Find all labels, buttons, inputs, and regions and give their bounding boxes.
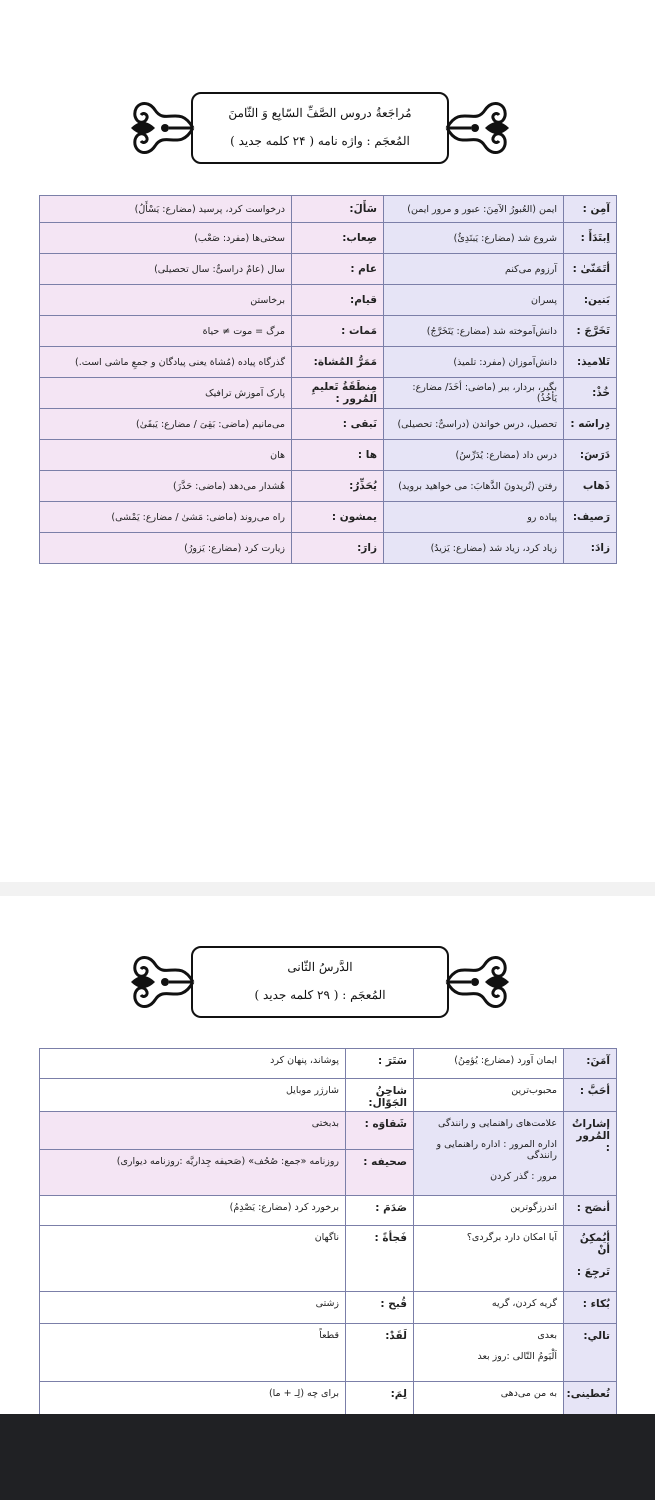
table-row: [40, 533, 617, 564]
page-title: مُراجَعةُ دروس الصَّفِّ السّابِع وَ الثّامنَ: [228, 106, 412, 120]
vocab-word: اِبتَدَأَ :: [564, 223, 617, 254]
vocab-meaning-line: اداره المرور : اداره راهنمایی و رانندگی: [436, 1139, 557, 1161]
vocab-meaning: زشتی: [40, 1292, 346, 1324]
vocab-word: دَرَسَ:: [564, 440, 617, 471]
vocab-meaning: ایمن (العُبورُ الآمِنَ: عبور و مرور ایمن): [384, 196, 564, 223]
vocab-word: أتَمَنّیٰ :: [564, 254, 617, 285]
vocab-word: ذَهاب: [564, 471, 617, 502]
vocab-word: [564, 1382, 617, 1415]
vocab-word: قيام:: [292, 285, 384, 316]
vocab-word-text: أنصَح :: [576, 1202, 610, 1214]
vocab-meaning: [414, 1292, 564, 1324]
vocab-meaning: زیاد کرد، زیاد شد (مضارع: یَزیدُ): [384, 533, 564, 564]
table-row: [40, 285, 617, 316]
vocab-word: [564, 1292, 617, 1324]
vocab-meaning: ناگهان: [40, 1226, 346, 1292]
vocab-word: بَنین:: [564, 285, 617, 316]
vocab-meaning: دانش‌آموزان (مفرد: تلمیذ): [384, 347, 564, 378]
table-row: [40, 502, 617, 533]
vocab-word: مِنطَقَةُ تَعلیمِ المُرور :: [292, 378, 384, 409]
vocab-meaning: پسران: [384, 285, 564, 316]
vocab-meaning: شروع شد (مضارع: یَبتَدِئُ): [384, 223, 564, 254]
vocab-word: آمِن :: [564, 196, 617, 223]
vocab-meaning-line: آیا امکان دارد برگردی؟: [466, 1232, 557, 1243]
vocab-word: [564, 1112, 617, 1196]
vocab-word-text: آمَنَ:: [586, 1055, 610, 1067]
vocab-word: شَقاوَه :: [346, 1112, 414, 1150]
vocab-word-text: بُکاء :: [582, 1298, 610, 1310]
vocab-meaning: تحصیل، درس خواندن (دراسیٌّ: تحصیلی): [384, 409, 564, 440]
vocab-word-text: إشاراتُ المُرور :: [571, 1118, 610, 1154]
vocab-word-text: تالي:: [583, 1330, 610, 1342]
vocab-meaning: روزنامه «جمع: صُحُف» (صَحیفه جِداریَّه :روزنامه دیواری): [40, 1150, 346, 1196]
title-box: [191, 946, 449, 1018]
table-row: [40, 471, 617, 502]
vocab-word: یمشون :: [292, 502, 384, 533]
vocab-meaning: برخورد کرد (مضارع: یَصْدِمُ): [40, 1196, 346, 1226]
vocab-meaning: دانش‌آموخته شد (مضارع: یَتَخَرَّجُ): [384, 316, 564, 347]
table-row: [40, 347, 617, 378]
vocab-meaning: می‌مانیم (ماضی: بَقِیَ / مضارع: یَبقَیٰ): [40, 409, 292, 440]
table-row: [40, 1196, 617, 1226]
vocab-meaning: مرگ = موت ≠ حیاة: [40, 316, 292, 347]
vocab-word: تَخَرَّجَ :: [564, 316, 617, 347]
vocab-meaning: برخاستن: [40, 285, 292, 316]
table-row: [40, 223, 617, 254]
vocab-word: نَبقی :: [292, 409, 384, 440]
vocab-meaning: سختی‌ها (مفرد: صَعْب): [40, 223, 292, 254]
vocab-word: رَصیف:: [564, 502, 617, 533]
table-row: [40, 1226, 617, 1292]
vocab-word-text: أحَبَّ :: [579, 1085, 610, 1097]
vocab-word: فَجأةً :: [346, 1226, 414, 1292]
vocab-meaning: [414, 1196, 564, 1226]
vocab-word: ها :: [292, 440, 384, 471]
vocab-meaning: درخواست کرد، پرسید (مضارع: یَسْأَلُ): [40, 196, 292, 223]
vocab-word: مَمَرُّ المُشاة:: [292, 347, 384, 378]
table-row: [40, 440, 617, 471]
title-frame: [125, 946, 515, 1018]
vocab-word: یُحَذِّرُ:: [292, 471, 384, 502]
vocab-word: [564, 1196, 617, 1226]
vocab-meaning-line: محبوب‌ترین: [511, 1085, 557, 1096]
vocab-meaning-line: علامت‌های راهنمایی و رانندگی: [438, 1118, 557, 1129]
vocab-word: لَقَدْ:: [346, 1324, 414, 1382]
table-row: [40, 409, 617, 440]
vocab-word-text: تَرجِعَ :: [576, 1266, 610, 1278]
vocab-word-text: أیُمکِنُ أنْ: [579, 1232, 610, 1256]
vocab-meaning: بدبختی: [40, 1112, 346, 1150]
vocab-meaning: [414, 1382, 564, 1415]
vocab-meaning-line: به من می‌دهی: [500, 1388, 557, 1399]
vocab-word-text: تُعطینی:: [566, 1388, 610, 1400]
vocab-word: عام :: [292, 254, 384, 285]
vocab-meaning: بگیر، بردار، ببر (ماضی: أخَذَ/ مضارع: یَأخُذُ): [384, 378, 564, 409]
vocab-meaning: برای چه (لِـ + ما): [40, 1382, 346, 1415]
vocab-table-1: [39, 195, 617, 564]
table-row: [40, 254, 617, 285]
table-row: [40, 316, 617, 347]
vocab-word: سَتَرَ :: [346, 1049, 414, 1079]
vocab-meaning: [414, 1049, 564, 1079]
vocab-meaning-line: اَلْیَومُ التّالی :روز بعد: [477, 1351, 557, 1362]
vocab-meaning: شارژر موبایل: [40, 1079, 346, 1112]
vocab-meaning: [414, 1226, 564, 1292]
table-row: [40, 1079, 617, 1112]
table-row: [40, 1382, 617, 1415]
vocab-word: شاحِنُ الجَوّال:: [346, 1079, 414, 1112]
vocab-word: زادَ:: [564, 533, 617, 564]
vocab-meaning: هُشدار می‌دهد (ماضی: حَذَّرَ): [40, 471, 292, 502]
table-row: [40, 378, 617, 409]
vocab-meaning: زیارت کرد (مضارع: یَزورُ): [40, 533, 292, 564]
bottom-navigation-bar: [0, 1414, 655, 1500]
vocab-word: دِراسَه :: [564, 409, 617, 440]
vocab-word: صِعاب:: [292, 223, 384, 254]
vocab-meaning-line: اندرزگوترین: [510, 1202, 557, 1213]
vocab-meaning: پیاده رو: [384, 502, 564, 533]
vocab-word: سَأَلَ:: [292, 196, 384, 223]
vocab-meaning: [414, 1324, 564, 1382]
vocab-meaning: آرزوم می‌کنم: [384, 254, 564, 285]
page-subtitle: المُعجَم : واژه نامه ( ۲۴ کلمه جدید ): [230, 134, 410, 148]
vocab-meaning: [414, 1112, 564, 1196]
vocab-meaning: هان: [40, 440, 292, 471]
vocab-word: خُذْ:: [564, 378, 617, 409]
vocab-word: قُبح :: [346, 1292, 414, 1324]
table-row: [40, 1049, 617, 1079]
vocab-table-2: [39, 1048, 617, 1414]
vocab-word: مَمات :: [292, 316, 384, 347]
vocab-meaning: رفتن (تُریدونَ الذَّهابَ: می خواهید بروید): [384, 471, 564, 502]
vocab-word: زارَ:: [292, 533, 384, 564]
vocab-meaning-line: بعدی: [537, 1330, 557, 1341]
vocab-meaning: پارک آموزش ترافیک: [40, 378, 292, 409]
vocab-word: [564, 1324, 617, 1382]
table-row: [40, 1324, 617, 1382]
table-row: [40, 1112, 617, 1150]
vocab-meaning: پوشاند، پنهان کرد: [40, 1049, 346, 1079]
vocab-meaning: قطعاً: [40, 1324, 346, 1382]
vocab-meaning-line: ایمان آورد (مضارع: یُؤمِنُ): [454, 1055, 557, 1066]
worksheet-page-2: [0, 896, 655, 1414]
vocab-word: [564, 1079, 617, 1112]
vocab-meaning: گذرگاه پیاده (مُشاة یعنی پیادگان و جمعِ ماشی است.): [40, 347, 292, 378]
table-row: [40, 1292, 617, 1324]
vocab-meaning: [414, 1079, 564, 1112]
vocab-meaning: راه می‌روند (ماضی: مَشیٰ / مضارع: یَمْشی): [40, 502, 292, 533]
vocab-word: صَدَمَ :: [346, 1196, 414, 1226]
vocab-meaning-line: گریه کردن، گریه: [491, 1298, 557, 1309]
title-frame: [125, 92, 515, 164]
vocab-word: تَلامیذ:: [564, 347, 617, 378]
vocab-word: لِمَ:: [346, 1382, 414, 1415]
vocab-meaning: سال (عامٌ دراسیٌّ: سال تحصیلی): [40, 254, 292, 285]
page-title: الدَّرسُ الثّانی: [287, 960, 353, 974]
vocab-word: [564, 1049, 617, 1079]
vocab-word: صحیفه :: [346, 1150, 414, 1196]
vocab-word: [564, 1226, 617, 1292]
vocab-meaning: درس داد (مضارع: یُدَرِّسُ): [384, 440, 564, 471]
table-row: [40, 196, 617, 223]
vocab-meaning-line: مرور : گذر کردن: [490, 1171, 557, 1182]
page-subtitle: المُعجَم : ( ۲۹ کلمه جدید ): [254, 988, 386, 1002]
title-box: [191, 92, 449, 164]
